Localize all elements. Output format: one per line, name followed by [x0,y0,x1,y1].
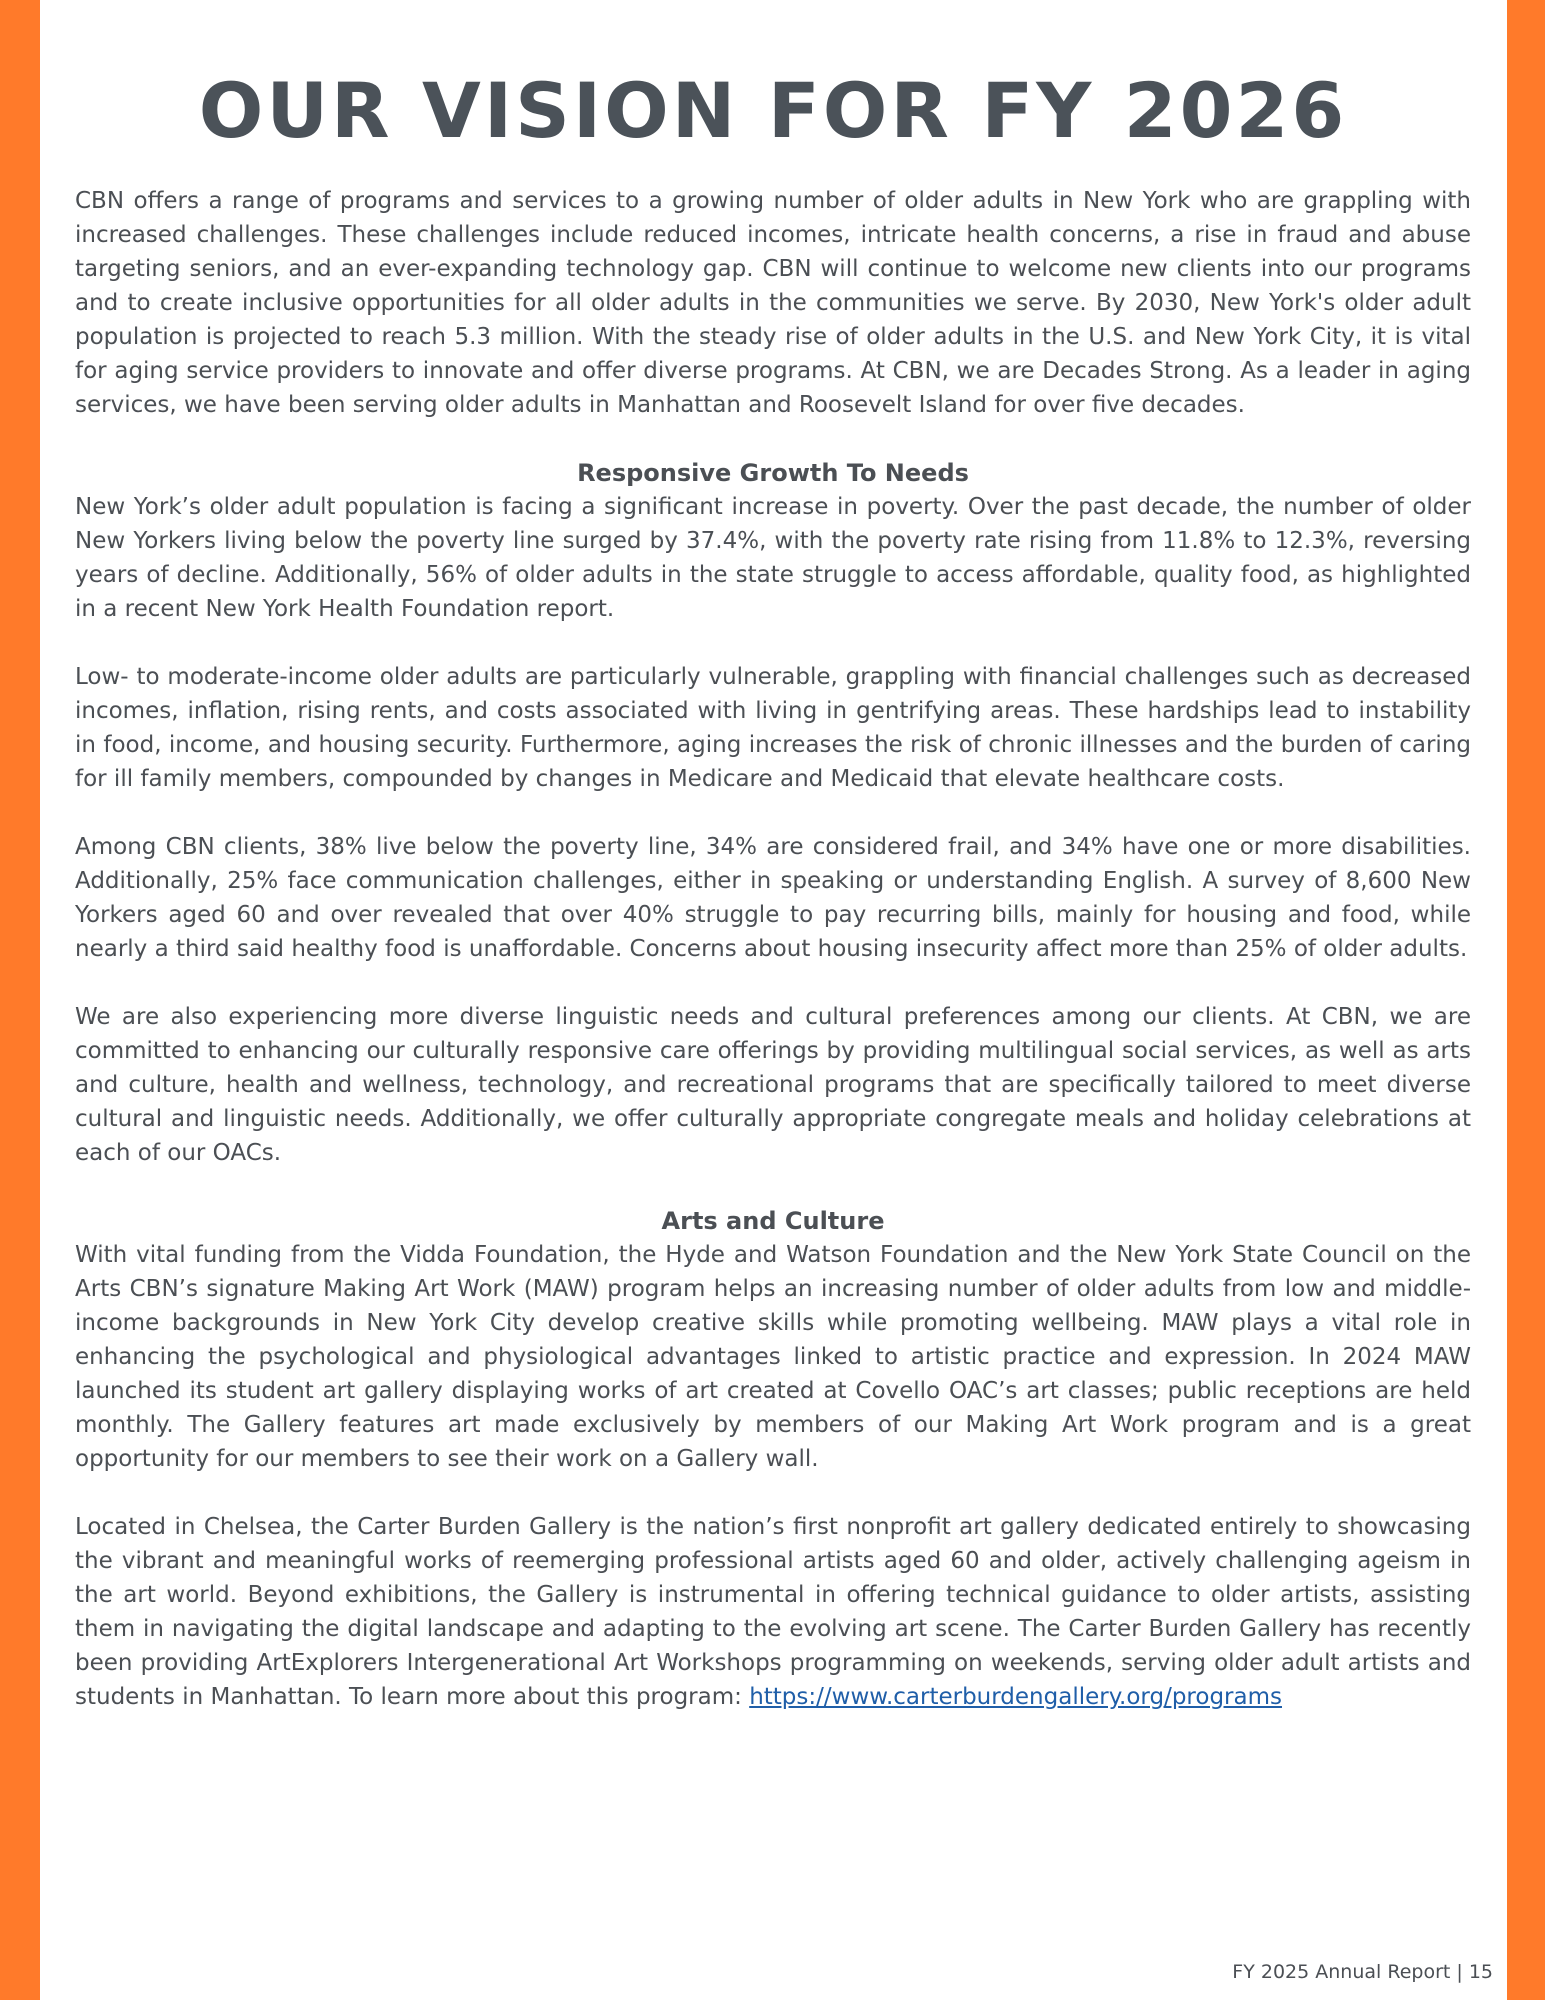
page-content [75,60,1471,1714]
growth-paragraph-3: Among CBN clients, 38% live below the poverty line, 34% are considered frail, and 34% have one or more disabilities. Additionally, 25% face communication challenges, either in speaking or understanding English. A survey of 8,600 New Yorkers aged 60 and over revealed that over 40% struggle to pay recurring bills, mainly for housing and food, while nearly a third said healthy food is unaffordable. Concerns about housing insecurity affect more than 25% of older adults. [75,834,1471,962]
arts-paragraph-2 [75,1510,1471,1714]
arts-paragraph-1: With vital funding from the Vidda Foundation, the Hyde and Watson Foundation and the New York State Council on the Arts CBN’s signature Making Art Work (MAW) program helps an increasing number of older adults from low and middle-income backgrounds in New York City develop creative skills while promoting wellbeing. MAW plays a vital role in enhancing the psychological and physiological advantages linked to artistic practice and expression. In 2024 MAW launched its student art gallery displaying works of art created at Covello OAC’s art classes; public receptions are held monthly. The Gallery features art made exclusively by members of our Making Art Work program and is a great opportunity for our members to see their work on a Gallery wall. [75,1242,1471,1472]
page-title: OUR VISION FOR FY 2026 [198,66,1348,155]
intro-paragraph: CBN offers a range of programs and services to a growing number of older adults in New York who are grappling with increased challenges. These challenges include reduced incomes, intricate health concerns, a rise in fraud and abuse targeting seniors, and an ever-expanding technology gap. CBN will continue to welcome new clients into our programs and to create inclusive opportunities for all older adults in the communities we serve. By 2030, New York's older adult population is projected to reach 5.3 million. With the steady rise of older adults in the U.S. and New York City, it is vital for aging service providers to innovate and offer diverse programs. At CBN, we are Decades Strong. As a leader in aging services, we have been serving older adults in Manhattan and Roosevelt Island for over five decades. [75,188,1471,418]
page-footer: FY 2025 Annual Report | 15 [1232,1961,1493,1983]
arts-paragraph-2-text: Located in Chelsea, the Carter Burden Gallery is the nation’s first nonprofit art gallery dedicated entirely to showcasing the vibrant and meaningful works of reemerging professional artists aged 60 and older, actively challenging ageism in the art world. Beyond exhibitions, the Gallery is instrumental in offering technical guidance to older artists, assisting them in navigating the digital landscape and adapting to the evolving art scene. The Carter Burden Gallery has recently been providing ArtExplorers Intergenerational Art Workshops programming on weekends, serving older adult artists and students in Manhattan. To learn more about this program: [75,1514,1471,1710]
growth-paragraph-4: We are also experiencing more diverse linguistic needs and cultural preferences among our clients. At CBN, we are committed to enhancing our culturally responsive care offerings by providing multilingual social services, as well as arts and culture, health and wellness, technology, and recreational programs that are specifically tailored to meet diverse cultural and linguistic needs. Additionally, we offer culturally appropriate congregate meals and holiday celebrations at each of our OACs. [75,1004,1471,1166]
gallery-programs-link[interactable]: https://www.carterburdengallery.org/programs [749,1684,1282,1710]
right-orange-border [1507,0,1545,2000]
growth-paragraph-2: Low- to moderate-income older adults are particularly vulnerable, grappling with financial challenges such as decreased incomes, inflation, rising rents, and costs associated with living in gentrifying areas. These hardships lead to instability in food, income, and housing security. Furthermore, aging increases the risk of chronic illnesses and the burden of caring for ill family members, compounded by changes in Medicare and Medicaid that elevate healthcare costs. [75,664,1471,792]
left-orange-border [0,0,40,2000]
growth-paragraph-1: New York’s older adult population is facing a significant increase in poverty. Over the past decade, the number of older New Yorkers living below the poverty line surged by 37.4%, with the poverty rate rising from 11.8% to 12.3%, reversing years of decline. Additionally, 56% of older adults in the state struggle to access affordable, quality food, as highlighted in a recent New York Health Foundation report. [75,494,1471,622]
section-heading-arts-culture: Arts and Culture [661,1207,885,1235]
section-heading-responsive-growth: Responsive Growth To Needs [577,459,969,487]
